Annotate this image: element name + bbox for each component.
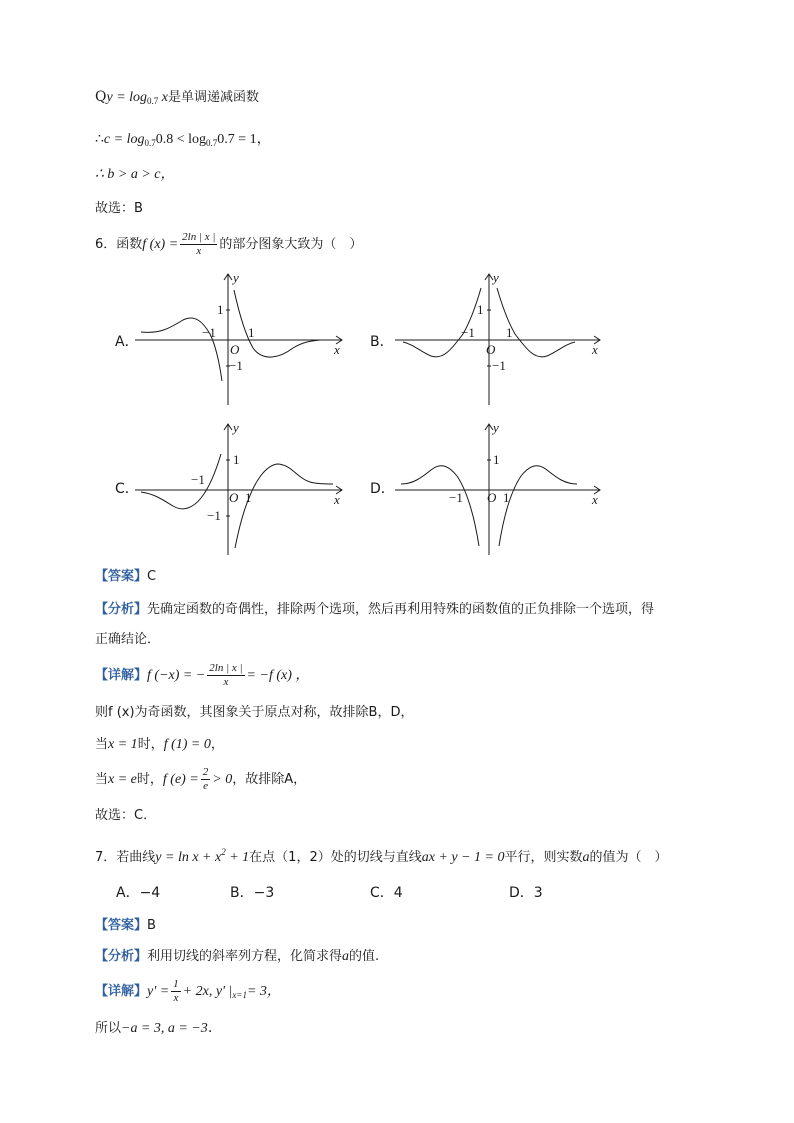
q6-detail: [95, 660, 309, 691]
tick-1: 1: [233, 452, 240, 467]
origin-label: O: [487, 490, 497, 505]
frac-den: x: [223, 675, 229, 688]
fe-fraction: [201, 766, 211, 793]
q7-analysis: [95, 946, 379, 967]
math-log: y = log: [106, 90, 148, 105]
text-line-choice-b: 故选：B: [95, 201, 143, 216]
curve-tail: + 1: [225, 850, 250, 865]
q7-option-d: D．3: [509, 885, 543, 901]
frac-den: x: [196, 244, 202, 257]
analysis-end: 的值.: [349, 949, 380, 964]
q6-prefix: 6．函数: [95, 237, 143, 252]
analysis-text: 利用切线的斜率列方程，化简求得: [147, 949, 343, 964]
q7-option-c: C．4: [370, 885, 403, 901]
text-line-order: ∴ b > a > c，: [95, 167, 175, 182]
tick-1: 1: [493, 452, 500, 467]
origin-label: O: [230, 342, 240, 357]
tick-neg1-x: −1: [202, 325, 216, 340]
q6-analysis-cont: 正确结论．: [95, 632, 161, 647]
math-x: x: [161, 90, 169, 105]
option-a-label: A．: [115, 334, 139, 350]
frac-den: e: [203, 779, 208, 792]
text-comma: ，: [210, 737, 224, 752]
tick-neg1-x: −1: [449, 490, 463, 505]
y-label: y: [493, 420, 499, 435]
curve-left: [141, 454, 221, 509]
origin-label: O: [229, 490, 239, 505]
tick-1: 1: [217, 302, 224, 317]
text-when: 当: [95, 772, 109, 787]
q6-detail-odd: 则f (x)为奇函数，其图象关于原点对称，故排除B，D，: [95, 705, 414, 720]
graph-option-d: [393, 418, 608, 558]
tick-1-x: 1: [506, 325, 513, 340]
y-label: y: [233, 420, 239, 435]
tick-neg1: −1: [207, 508, 221, 523]
math-mid: 0.8 < log: [155, 132, 207, 147]
tick-neg1-x: −1: [461, 325, 475, 340]
curve-expr: y = ln x + x: [155, 850, 222, 865]
q7-answer: [95, 915, 156, 936]
math-expr: [104, 132, 271, 147]
q7-var: a: [582, 850, 590, 865]
x-label: x: [592, 342, 598, 357]
log-base: 0.7: [144, 138, 156, 148]
q7-conclusion: [95, 1018, 212, 1039]
y-label: y: [233, 270, 239, 285]
text-desc: 是单调递减函数: [168, 90, 260, 105]
q6-detail-x1: [95, 734, 224, 755]
frac-num: 1: [173, 977, 179, 990]
y-label: y: [493, 270, 499, 285]
tick-1-x: 1: [248, 325, 255, 340]
analysis-tag: 【分析】: [95, 602, 148, 617]
q6-analysis: [95, 599, 654, 620]
detail-left: f (−x) = −: [147, 668, 206, 683]
option-c-label: C．: [115, 481, 139, 497]
analysis-tag: 【分析】: [95, 949, 148, 964]
tick-1-x: 1: [503, 490, 510, 505]
q7-mid: 在点（1，2）处的切线与直线: [249, 850, 422, 865]
curve-right: [235, 464, 333, 548]
graph-option-a: [135, 268, 350, 408]
answer-value: B: [147, 918, 156, 933]
answer-tag: 【答案】: [95, 569, 148, 584]
text-time: 时，: [137, 737, 164, 752]
math-fe: f (e) =: [162, 772, 199, 787]
question-6: [95, 230, 362, 259]
analysis-text: 先确定函数的奇偶性，排除两个选项，然后再利用特殊的函数值的正负排除一个选项，得: [147, 602, 655, 617]
math-f1: f (1) = 0: [163, 737, 211, 752]
frac-num: 2ln | x |: [182, 230, 216, 243]
option-d-label: D．: [370, 481, 395, 497]
curve-left: [403, 288, 481, 357]
tick-neg1: −1: [229, 358, 243, 373]
q6-detail-xe: [95, 764, 306, 795]
detail-c: = 3，: [246, 984, 281, 999]
tick-1-x: 1: [245, 490, 252, 505]
curve-right: [499, 466, 577, 546]
x-label: x: [334, 342, 340, 357]
symbol-q: Q: [95, 89, 107, 105]
curve-left: [401, 466, 479, 546]
detail-sub: x=1: [232, 990, 247, 1000]
question-7: [95, 842, 668, 868]
answer-value: C: [147, 569, 157, 584]
math-c: c = log: [103, 132, 145, 147]
q6-suffix: 的部分图象大致为（ ）: [219, 237, 363, 252]
math-x1: x = 1: [108, 737, 138, 752]
q7-suffix: 平行，则实数: [504, 850, 583, 865]
text-period: .: [207, 1020, 213, 1036]
detail-right: = −f (x) ，: [246, 668, 310, 683]
text-so: 所以: [95, 1021, 122, 1036]
tick-neg1: −1: [492, 358, 506, 373]
math-expr: [106, 90, 168, 105]
origin-label: O: [486, 342, 496, 357]
log-base: 0.7: [147, 96, 159, 106]
frac-den: x: [173, 991, 179, 1004]
x-label: x: [334, 492, 340, 507]
text-when: 当: [95, 737, 109, 752]
therefore-symbol: ∴: [95, 131, 104, 147]
log-base: 0.7: [206, 138, 218, 148]
text-time: 时，: [136, 772, 163, 787]
q7-prefix: 7．若曲线: [95, 850, 156, 865]
analysis-var: a: [342, 949, 350, 964]
graph-option-c: [135, 418, 350, 558]
q7-curve: $y = \ln x + x^2 + 1$: [155, 847, 250, 865]
q6-fraction: [180, 231, 217, 258]
detail-a: y' =: [147, 984, 170, 999]
frac-num: 2: [202, 765, 209, 778]
answer-tag: 【答案】: [95, 918, 148, 933]
curve-right: [234, 290, 320, 357]
q7-line: ax + y − 1 = 0: [421, 850, 505, 865]
detail-tag: 【详解】: [95, 668, 148, 683]
tick-1: 1: [477, 302, 484, 317]
curve-right: [497, 288, 575, 357]
text-exclude-a: ，故排除A，: [232, 772, 307, 787]
text-line-c-compare: [95, 129, 271, 153]
text-line-monotone: [95, 87, 259, 111]
q6-answer: [95, 566, 156, 587]
x-label: x: [592, 492, 598, 507]
q7-detail: [95, 976, 281, 1010]
option-b-label: B．: [370, 334, 394, 350]
tick-neg1-x: −1: [191, 472, 205, 487]
math-result: −a = 3, a = −3: [121, 1021, 208, 1036]
detail-b: + 2x, y' |: [182, 984, 233, 999]
q6-fx: f (x) =: [142, 237, 179, 252]
q7-option-b: B．−3: [230, 885, 275, 901]
math-gt0: > 0: [212, 772, 233, 787]
math-xe: x = e: [108, 772, 137, 787]
math-end: 0.7 = 1，: [217, 132, 271, 147]
q7-end: 的值为（ ）: [589, 850, 668, 865]
frac-num: 2ln | x |: [209, 661, 243, 674]
detail-fraction: [171, 978, 181, 1005]
graph-option-b: [393, 268, 608, 408]
detail-tag: 【详解】: [95, 984, 148, 999]
q6-final-choice: 故选：C．: [95, 808, 157, 823]
q7-option-a: A．−4: [116, 885, 161, 901]
detail-fraction: [207, 662, 244, 689]
